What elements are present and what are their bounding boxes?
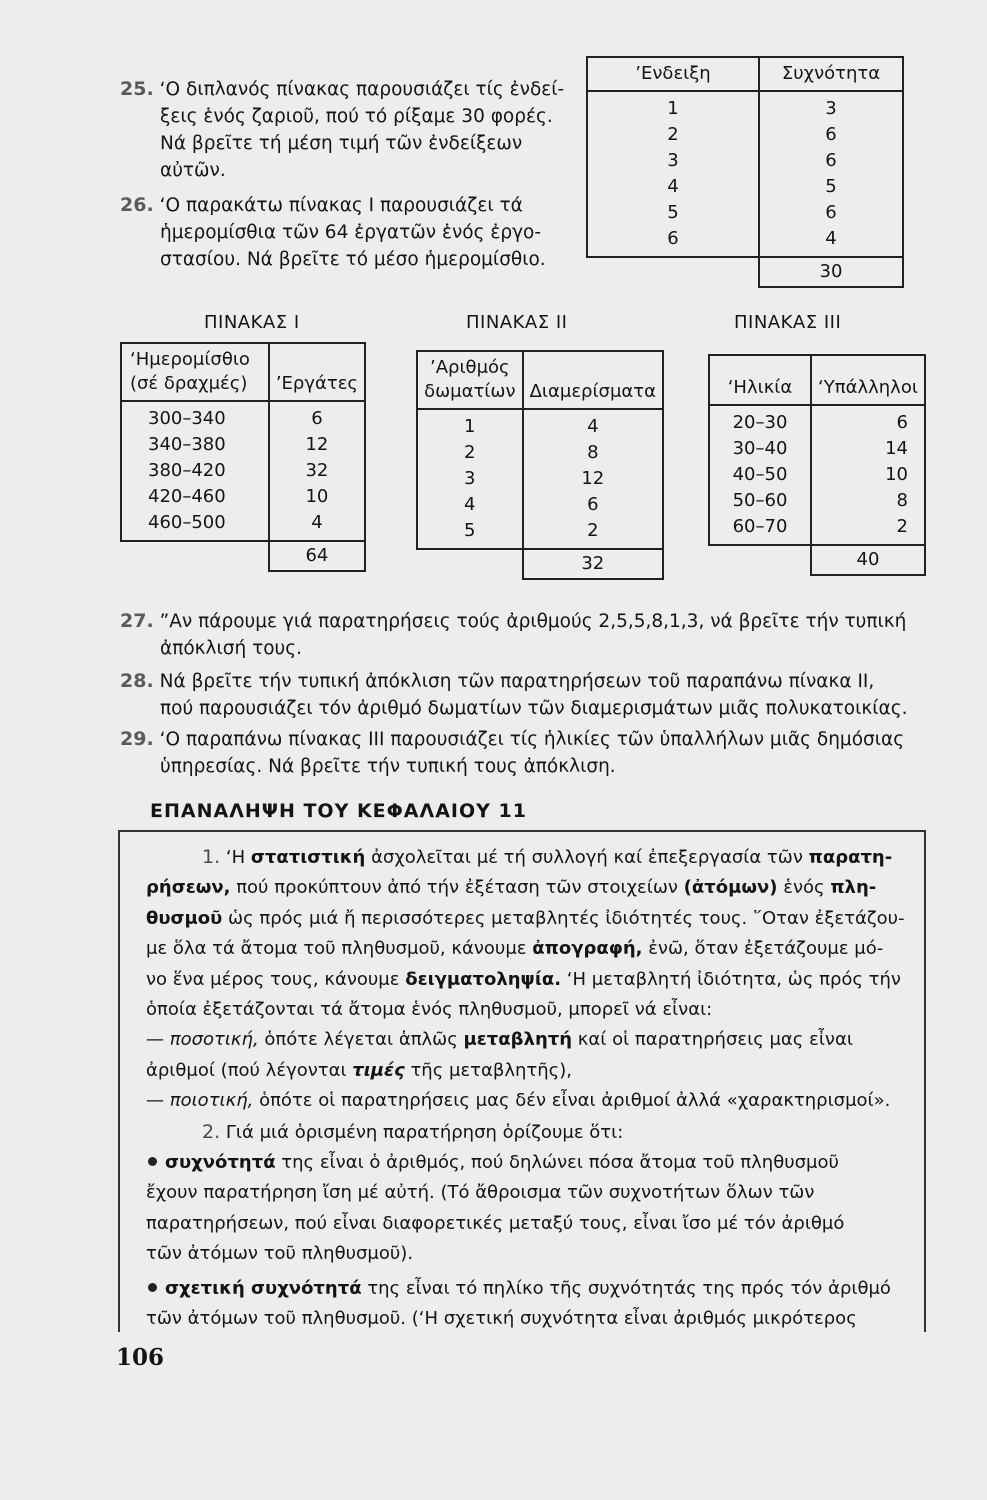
bullet-icon	[148, 1283, 157, 1292]
table-cell: 4	[311, 512, 323, 533]
table-cell: 420–460	[148, 486, 226, 507]
table-cell: 10	[305, 486, 329, 507]
table-column	[417, 409, 523, 549]
table-cell: 340–380	[148, 434, 226, 455]
paragraph-number: 2.	[202, 1120, 221, 1143]
table-column	[269, 401, 365, 541]
exercise-text-line: ἀπόκλισή τους.	[160, 638, 302, 659]
exercise-text-line: Νά βρεῖτε τήν τυπική ἀπόκλιση τῶν παρατηρήσεων τοῦ παραπάνω πίνακα ΙΙ,	[159, 671, 875, 692]
table-cell: 12	[305, 434, 329, 455]
table-cell: 40–50	[732, 464, 788, 485]
table-column	[709, 405, 811, 545]
exercise-text-line: ‘Ο παραπάνω πίνακας ΙΙΙ παρουσιάζει τίς ἡλικίες τῶν ὑπαλλήλων μιᾶς δημόσιας	[159, 729, 905, 750]
table-cell: 6	[825, 202, 837, 223]
table-header: ‘Υπάλληλοι	[811, 355, 925, 405]
table-cell: 8	[587, 442, 599, 463]
table-cell: 2	[464, 442, 476, 463]
table-3-ages	[708, 354, 926, 576]
table-header: ‘Ημερομίσθιο (σέ δραχμές)	[121, 343, 269, 401]
table-cell: 1	[464, 416, 476, 437]
table-label: ΠΙΝΑΚΑΣ Ι	[204, 312, 300, 333]
table-header: ’Αριθμός δωματίων	[417, 351, 523, 409]
exercise-number: 29.	[120, 728, 154, 750]
table-cell: 3	[667, 150, 679, 171]
table-cell: 5	[464, 520, 476, 541]
table-cell: 1	[667, 98, 679, 119]
table-total: 40	[811, 545, 925, 575]
review-text: 1. ‘Η στατιστική ἀσχολεῖται μέ τή συλλογή καί ἐπεξεργασία τῶν παρατη- ρήσεων, πού προκύπτουν ἀπό τήν ἐξέταση τῶν στοιχείων (ἀτόμων) ἑνός πλη- θυσμοῦ ὡς πρός μιά ἤ περισσότερες μεταβλητές ἰδιότητές τους. ῞Οταν ἐξετάζου- με ὅλα τά ἄτομα τοῦ πληθυσμοῦ, κάνουμε ἀπογραφή, ἐνῶ, ὅταν ἐξετάζουμε μό- νο ἕνα μέρος τους, κάνουμε δειγματοληψία. ‘Η μεταβλητή ἰδιότητα, ὡς πρός τήν ὁποία ἐξετάζονται τά ἄτομα ἑνός πληθυσμοῦ, μπορεῖ νά εἶναι: — ποσοτική, ὁπότε λέγεται ἁπλῶς μεταβλητή καί οἱ παρατηρήσεις μας εἶναι ἀριθμοί (πού λέγονται τιμές τῆς μεταβλητῆς), — ποιοτική, ὁπότε οἱ παρατηρήσεις μας δέν εἶναι ἀριθμοί ἀλλά «χαρακτηρισμοί». 2. Γιά μιά ὁρισμένη παρατήρηση ὁρίζουμε ὅτι: συχνότητά της εἶναι ὁ ἀριθμός, πού δηλώνει πόσα ἄτομα τοῦ πληθυσμοῦ ἔχουν παρατήρηση ἴση μέ αὐτή. (Τό ἄθροισμα τῶν συχνοτήτων ὅλων τῶν παρατηρήσεων, πού εἶναι διαφορετικές μεταξύ τους, εἶναι ἴσο μέ τόν ἀριθμό τῶν ἀτόμων τοῦ πληθυσμοῦ). σχετική συχνότητά της εἶναι τό πηλίκο τῆς συχνότητάς της πρός τόν ἀριθμό τῶν ἀτόμων τοῦ πληθυσμοῦ. (‘Η σχετική συχνότητα εἶναι ἀριθμός μικρότερος	[146, 846, 905, 1330]
exercise-26	[120, 192, 546, 273]
exercise-28	[120, 668, 907, 722]
exercise-29	[120, 726, 904, 780]
table-header: ’Ενδειξη	[587, 57, 759, 91]
table-cell: 32	[305, 460, 329, 481]
table-cell: 2	[896, 516, 908, 537]
table-cell: 2	[587, 520, 599, 541]
exercise-text-line: Νά βρεῖτε τή μέση τιμή τῶν ἐνδείξεων	[160, 133, 523, 154]
table-cell: 6	[587, 494, 599, 515]
table-cell: 6	[311, 408, 323, 429]
table-column	[587, 91, 759, 257]
exercise-text-line: αὐτῶν.	[160, 160, 226, 181]
exercise-text-line: ‘Ο διπλανός πίνακας παρουσιάζει τίς ἐνδεί-	[159, 79, 565, 100]
table-total: 64	[269, 541, 365, 571]
table-column	[523, 409, 663, 549]
exercise-text-line: ξεις ἑνός ζαριοῦ, πού τό ρίξαμε 30 φορές.	[160, 106, 553, 127]
table-cell: 5	[667, 202, 679, 223]
table-cell: 6	[667, 228, 679, 249]
table-1-wages	[120, 342, 366, 572]
exercise-text-line: ὑπηρεσίας. Νά βρεῖτε τήν τυπική τους ἀπόκλιση.	[160, 756, 616, 777]
table-total: 30	[759, 257, 903, 287]
exercise-number: 28.	[120, 670, 154, 692]
exercise-text-line: ‘Ο παρακάτω πίνακας Ι παρουσιάζει τά	[159, 195, 523, 216]
table-cell: 4	[587, 416, 599, 437]
table-cell: 3	[825, 98, 837, 119]
table-cell: 8	[896, 490, 908, 511]
table-cell: 6	[825, 124, 837, 145]
exercise-text-line: πού παρουσιάζει τόν ἀριθμό δωματίων τῶν διαμερισμάτων μιᾶς πολυκατοικίας.	[160, 698, 908, 719]
table-cell: 3	[464, 468, 476, 489]
table-header: ’Εργάτες	[269, 343, 365, 401]
table-cell: 4	[667, 176, 679, 197]
table-column	[759, 91, 903, 257]
table-2-rooms	[416, 350, 664, 580]
table-header: Συχνότητα	[759, 57, 903, 91]
table-cell: 300–340	[148, 408, 226, 429]
table-column	[121, 401, 269, 541]
exercise-text-line: ἡμερομίσθια τῶν 64 ἐργατῶν ἑνός ἐργο-	[160, 222, 542, 243]
table-cell: 2	[667, 124, 679, 145]
exercise-number: 25.	[120, 78, 154, 100]
table-total: 32	[523, 549, 663, 579]
exercise-text-line: στασίου. Νά βρεῖτε τό μέσο ἡμερομίσθιο.	[160, 249, 546, 270]
table-cell: 5	[825, 176, 837, 197]
table-cell: 10	[885, 464, 908, 485]
dice-frequency-table	[586, 56, 904, 288]
table-header: Διαμερίσματα	[523, 351, 663, 409]
table-column	[811, 405, 925, 545]
table-header: ‘Ηλικία	[709, 355, 811, 405]
bullet-icon	[148, 1157, 157, 1166]
table-cell: 6	[825, 150, 837, 171]
exercise-number: 26.	[120, 194, 154, 216]
table-cell: 12	[581, 468, 605, 489]
table-label: ΠΙΝΑΚΑΣ ΙΙ	[466, 312, 568, 333]
table-cell: 50–60	[732, 490, 788, 511]
table-cell: 380–420	[148, 460, 226, 481]
page-number: 106	[116, 1344, 165, 1371]
exercise-number: 27.	[120, 610, 154, 632]
table-cell: 30–40	[732, 438, 788, 459]
table-cell: 460–500	[148, 512, 226, 533]
table-cell: 6	[896, 412, 908, 433]
exercise-25	[120, 76, 564, 184]
review-section-title: ΕΠΑΝΑΛΗΨΗ ΤΟΥ ΚΕΦΑΛΑΙΟΥ 11	[150, 800, 527, 822]
table-label: ΠΙΝΑΚΑΣ ΙΙΙ	[734, 312, 842, 333]
table-cell: 20–30	[732, 412, 788, 433]
table-cell: 60–70	[732, 516, 788, 537]
exercise-27	[120, 608, 906, 662]
paragraph-number: 1.	[202, 846, 221, 868]
table-cell: 14	[885, 438, 908, 459]
exercise-text-line: ”Αν πάρουμε γιά παρατηρήσεις τούς ἀριθμούς 2,5,5,8,1,3, νά βρεῖτε τήν τυπική	[159, 611, 907, 632]
table-cell: 4	[825, 228, 837, 249]
table-cell: 4	[464, 494, 476, 515]
